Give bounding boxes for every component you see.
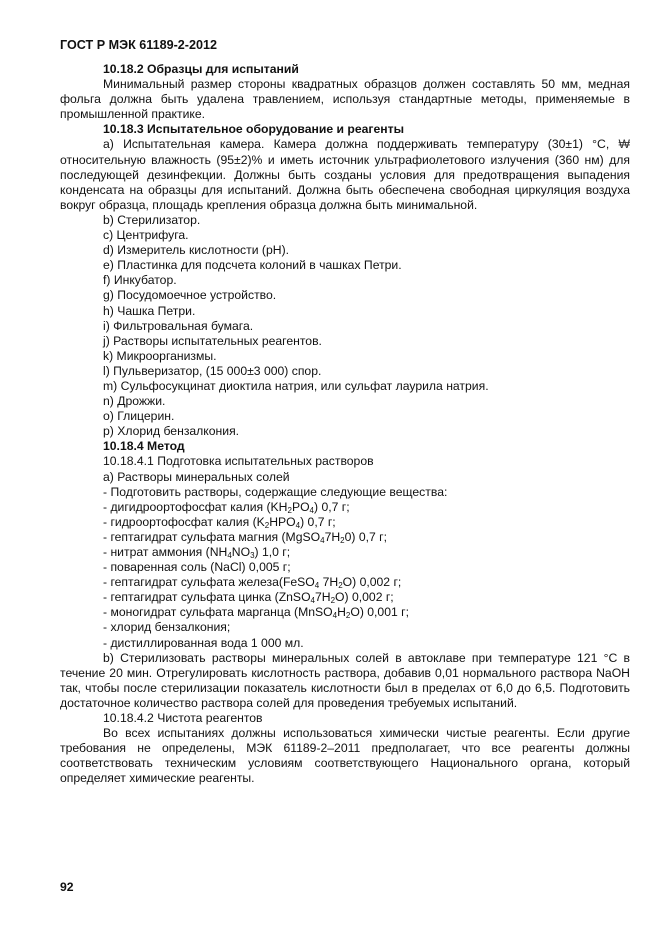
compound-text: - гептагидрат сульфата магния (MgSO [103,529,321,544]
compound-text: HPO [269,514,296,529]
document-body [60,62,630,787]
equipment-item: m) Сульфосукцинат диоктила натрия, или сульфат лаурила натрия. [103,378,489,393]
subscript: 2 [330,596,336,606]
subscript: 2 [287,505,292,515]
equipment-item: c) Центрифуга. [103,228,189,243]
page-header: ГОСТ Р МЭК 61189-2-2012 [60,38,218,52]
samples-paragraph: Минимальный размер стороны квадратных образцов должен составлять 50 мм, медная фольга должна быть удалена травлением, используя стандартные методы, применяемые в промышленной практике. [60,77,630,122]
method-item-b: b) Стерилизовать растворы минеральных солей в автоклаве при температуре 121 °C в течение 20 мин. Отрегулировать кислотность раствора, добавив 0,01 нормального раствора NaOH так, чтобы после стерилизации показатель кислотности был в пределах от 6,0 до 6,5. Подготовить достаточное количество раствора солей для проведения требуемых испытаний. [60,650,630,710]
section-heading-equipment: 10.18.3 Испытательное оборудование и реагенты [103,122,405,137]
compound-text: ) 0,7 г; [300,514,336,529]
compound-text: - гидроортофосфат калия (K [103,514,265,529]
equipment-item: j) Растворы испытательных реагентов. [103,333,322,348]
method-item-a: a) Растворы минеральных солей [103,469,290,484]
equipment-item-a [60,137,630,212]
compound-text: 7H [324,529,341,544]
compound-text: ) 0,7 г; [314,499,350,514]
item-a-text: a) Испытательная камера. Камера должна поддерживать температуру (30±1) °C, [103,137,619,152]
compound-text: 0) 0,7 г; [344,529,387,544]
section-heading-method: 10.18.4 Метод [103,439,185,454]
compound-intro: - Подготовить растворы, содержащие следующие вещества: [103,484,448,499]
compound-line: - хлорид бензалкония; [103,620,231,635]
subscript: 4 [332,611,338,621]
equipment-item: o) Глицерин. [103,409,175,424]
compound-text: H [337,605,346,620]
compound-text: O) 0,002 г; [335,590,394,605]
subsection-heading: 10.18.4.1 Подготовка испытательных растворов [103,454,374,469]
subscript: 4 [320,535,325,545]
subscript: 2 [345,611,351,621]
equipment-item: k) Микроорганизмы. [103,348,217,363]
subscript: 3 [250,551,255,560]
subsection-heading: 10.18.4.2 Чистота реагентов [103,711,263,726]
compound-text: NO [231,545,251,559]
compound-text: - моногидрат сульфата марганца (MnSO [103,605,333,620]
compound-line [60,575,630,590]
compound-line: - дистиллированная вода 1 000 мл. [103,635,304,650]
subscript: 4 [227,551,232,560]
compound-line: - поваренная соль (NaCl) 0,005 г; [103,560,291,575]
equipment-item: n) Дрожжи. [103,394,166,409]
equipment-item: f) Инкубатор. [103,273,177,288]
compound-text: O) 0,001 г; [350,605,409,620]
equipment-item: d) Измеритель кислотности (pH). [103,243,290,258]
page-number: 92 [60,880,74,894]
compound-text: PO [291,499,310,514]
equipment-item: l) Пульверизатор, (15 000±3 000) спор. [103,363,322,378]
compound-text: - гептагидрат сульфата цинка (ZnSO [103,590,311,605]
compound-text: ) 1,0 г; [254,545,291,559]
compound-text: - гептагидрат сульфата железа(FeSO [103,575,315,590]
compound-line [60,545,630,560]
compound-line [60,500,630,515]
compound-line [60,530,630,545]
subscript: 2 [264,520,270,530]
compound-line [60,605,630,620]
compound-text: - нитрат аммония (NH [103,545,228,559]
subscript: 4 [310,596,315,606]
subscript: 2 [338,581,343,591]
subscript: 4 [309,505,314,515]
subscript: 4 [295,520,301,530]
item-a-rest: относительную влажность (95±2)% и иметь источник ультрафиолетового излучения (360 нм) для последующей дезинфекции. Должны быть созданы условия для предотвращения выпадения конденсата на образцы для испытаний. Должна быть обеспечена свободная циркуляция воздуха вокруг образца, площадь крепления образца должна быть минимальной. [60,152,630,212]
compound-text: 7H [315,590,331,605]
handwritten-mark: ₩ [618,137,630,152]
compound-line [60,590,630,605]
equipment-item: e) Пластинка для подсчета колоний в чашках Петри. [103,258,402,273]
section-heading-samples: 10.18.2 Образцы для испытаний [103,62,299,76]
subscript: 4 [314,581,320,591]
compound-text: O) 0,002 г; [342,575,402,590]
equipment-item: h) Чашка Петри. [103,303,196,318]
equipment-item: g) Посудомоечное устройство. [103,288,277,303]
equipment-item: p) Хлорид бензалкония. [103,424,240,439]
purity-paragraph: Во всех испытаниях должны использоваться химически чистые реагенты. Если другие требования не определены, МЭК 61189-2–2011 предполагает, что все реагенты должны соответствовать техническим условиям соответствующего Национального органа, который определяет химические реагенты. [60,726,630,786]
compound-text: 7H [319,575,339,590]
equipment-item: i) Фильтровальная бумага. [103,318,254,333]
compound-line [60,515,630,530]
equipment-item: b) Стерилизатор. [103,212,201,227]
compound-text: - дигидроортофосфат калия (KH [103,499,288,514]
subscript: 2 [340,535,345,545]
